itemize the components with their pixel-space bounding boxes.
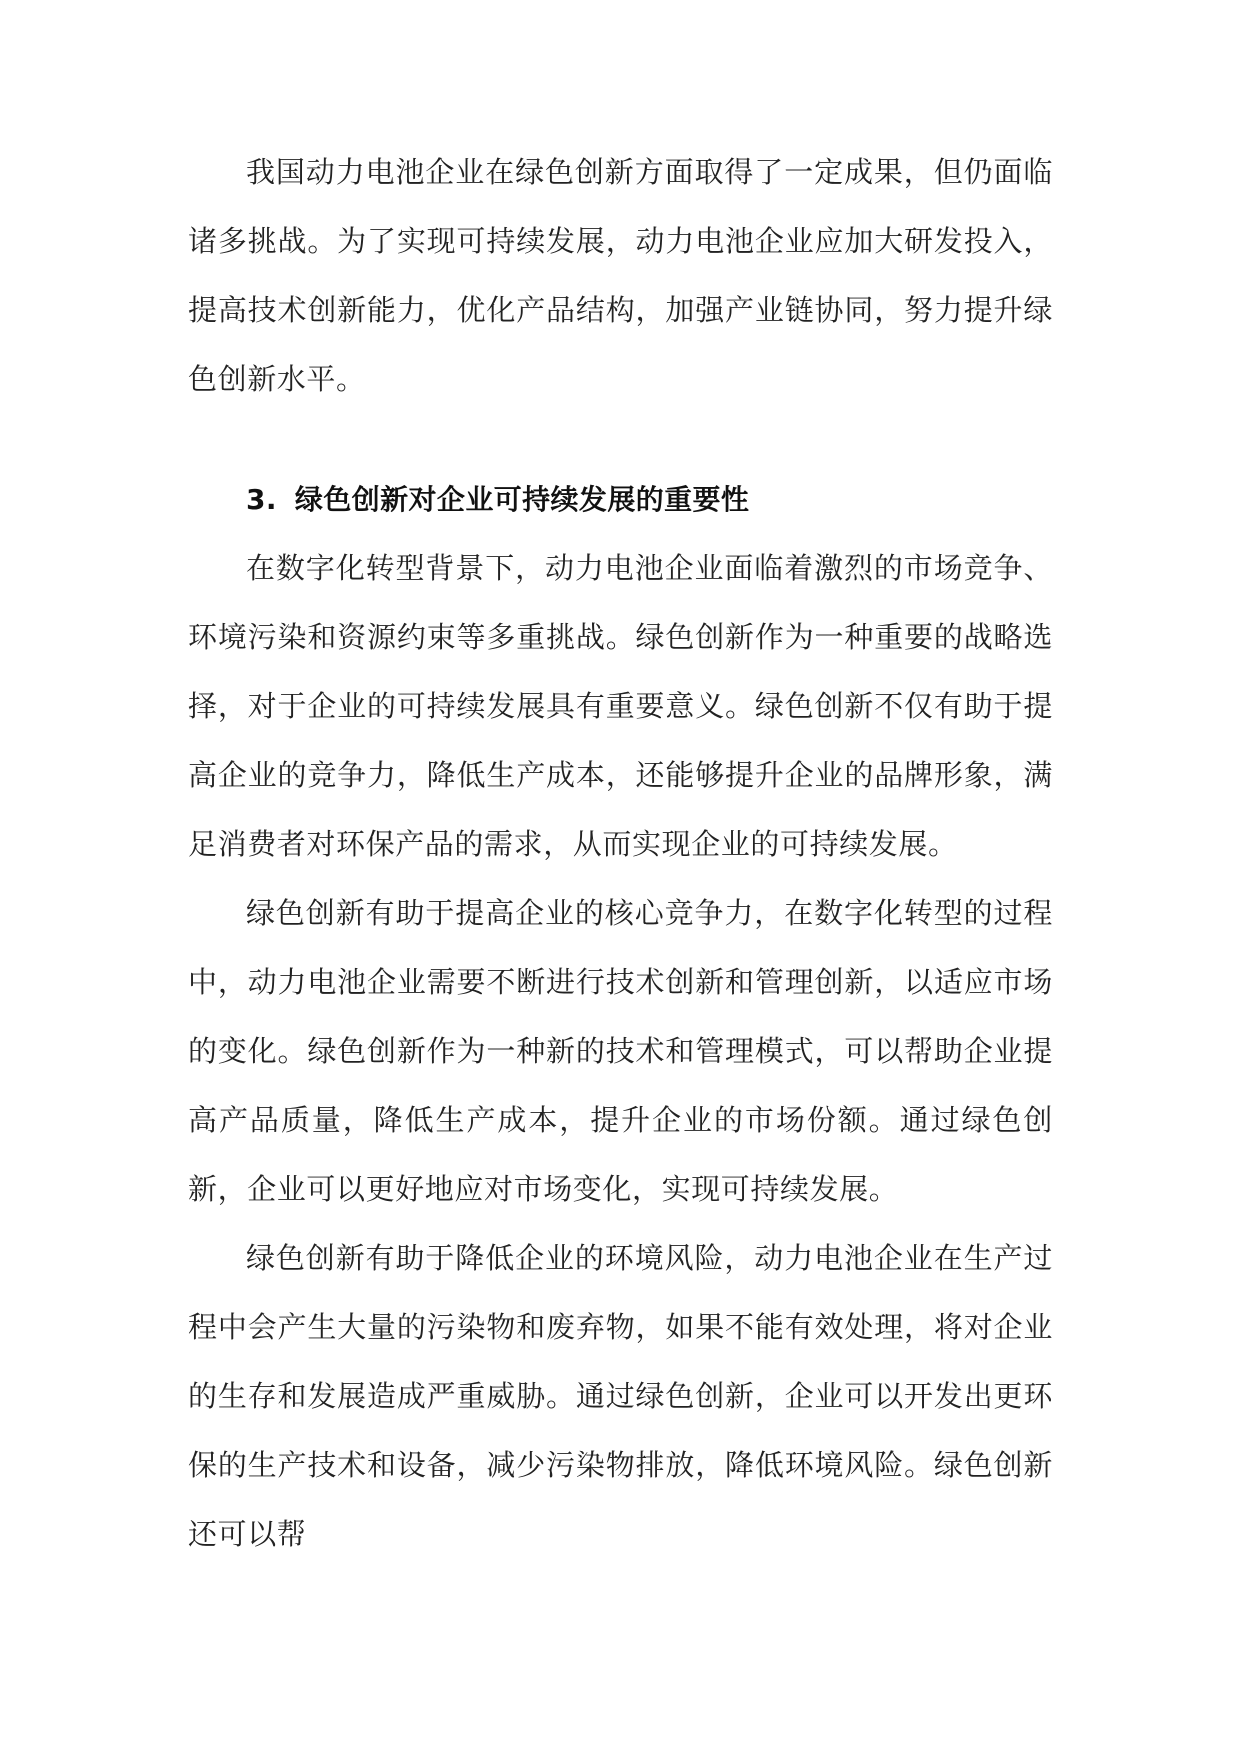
section-number: 3. — [246, 483, 277, 516]
paragraph-intro: 我国动力电池企业在绿色创新方面取得了一定成果，但仍面临诸多挑战。为了实现可持续发展，动力电池企业应加大研发投入，提高技术创新能力，优化产品结构，加强产业链协同，努力提升绿色创新水平。 — [188, 155, 1053, 396]
paragraph-competitiveness: 绿色创新有助于提高企业的核心竞争力，在数字化转型的过程中，动力电池企业需要不断进行技术创新和管理创新，以适应市场的变化。绿色创新作为一种新的技术和管理模式，可以帮助企业提高产品质量，降低生产成本，提升企业的市场份额。通过绿色创新，企业可以更好地应对市场变化，实现可持续发展。 — [188, 896, 1053, 1206]
paragraph-background: 在数字化转型背景下，动力电池企业面临着激烈的市场竞争、环境污染和资源约束等多重挑战。绿色创新作为一种重要的战略选择，对于企业的可持续发展具有重要意义。绿色创新不仅有助于提高企业的竞争力，降低生产成本，还能够提升企业的品牌形象，满足消费者对环保产品的需求，从而实现企业的可持续发展。 — [188, 551, 1053, 861]
section-heading — [188, 414, 1053, 534]
section-title: 绿色创新对企业可持续发展的重要性 — [294, 483, 750, 516]
paragraph-environmental-risk: 绿色创新有助于降低企业的环境风险，动力电池企业在生产过程中会产生大量的污染物和废弃物，如果不能有效处理，将对企业的生存和发展造成严重威胁。通过绿色创新，企业可以开发出更环保的生产技术和设备，减少污染物排放，降低环境风险。绿色创新还可以帮 — [188, 1241, 1053, 1551]
document-body — [188, 138, 1053, 1569]
